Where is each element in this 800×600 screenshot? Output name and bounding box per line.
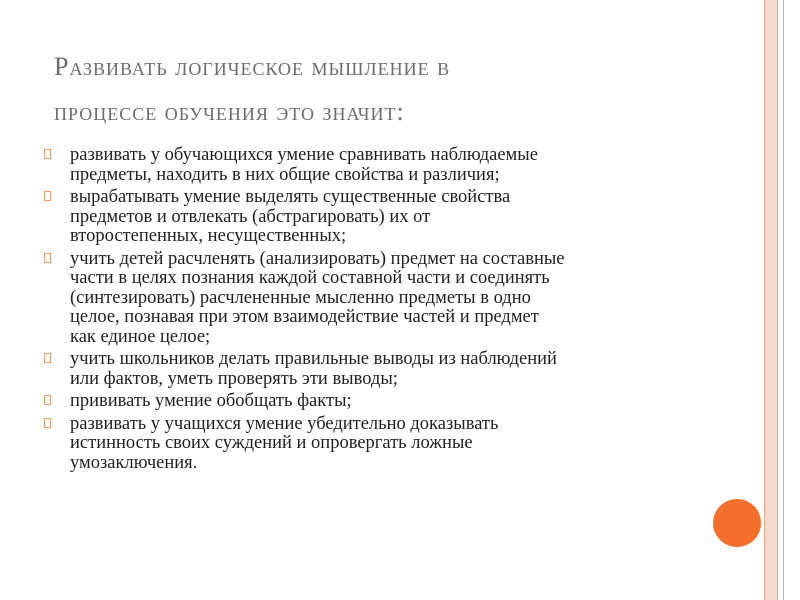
title-line: Развивать логическое мышление в (54, 52, 451, 81)
square-bullet-icon (44, 253, 51, 263)
title-line: процессе обучения это значит: (54, 97, 405, 126)
square-bullet-icon (44, 191, 51, 201)
orange-circle-icon (713, 499, 761, 547)
bullet-item (40, 350, 690, 389)
decorative-line (764, 0, 765, 600)
bullet-line: умозаключения. (70, 452, 198, 473)
bullet-item (40, 188, 690, 247)
square-bullet-icon (44, 149, 51, 159)
bullet-item (40, 392, 690, 412)
bullet-item (40, 250, 690, 348)
bullet-item (40, 415, 690, 474)
bullet-line: предметы, находить в них общие свойства и различия; (70, 164, 500, 185)
decorative-band (764, 0, 778, 600)
bullet-line: прививать умение обобщать факты; (70, 391, 352, 411)
bullet-line: целое, познавая при этом взаимодействие частей и предмет (70, 307, 539, 327)
bullet-line: вырабатывать умение выделять существенные свойства (70, 187, 511, 207)
bullet-line: развивать у обучающихся умение сравнивать наблюдаемые (70, 145, 538, 165)
slide-title (54, 44, 674, 134)
decorative-line (783, 0, 784, 600)
bullet-line: или фактов, уметь проверять эти выводы; (70, 368, 398, 389)
bullet-line: (синтезировать) расчлененные мысленно предметы в одно (70, 287, 531, 308)
square-bullet-icon (44, 395, 51, 405)
bullet-line: учить школьников делать правильные выводы из наблюдений (70, 349, 557, 369)
bullet-list (40, 146, 690, 476)
bullet-line: предметов и отвлекать (абстрагировать) их от (70, 206, 431, 227)
decorative-line (777, 0, 778, 600)
square-bullet-icon (44, 418, 51, 428)
square-bullet-icon (44, 353, 51, 363)
bullet-line: как единое целое; (70, 326, 211, 347)
bullet-item (40, 146, 690, 185)
bullet-line: второстепенных, несущественных; (70, 226, 347, 246)
bullet-line: истинность своих суждений и опровергать ложные (70, 433, 473, 453)
bullet-line: учить детей расчленять (анализировать) предмет на составные (70, 248, 565, 269)
bullet-line: развивать у учащихся умение убедительно доказывать (70, 413, 499, 434)
bullet-line: части в целях познания каждой составной части и соединять (70, 268, 550, 288)
